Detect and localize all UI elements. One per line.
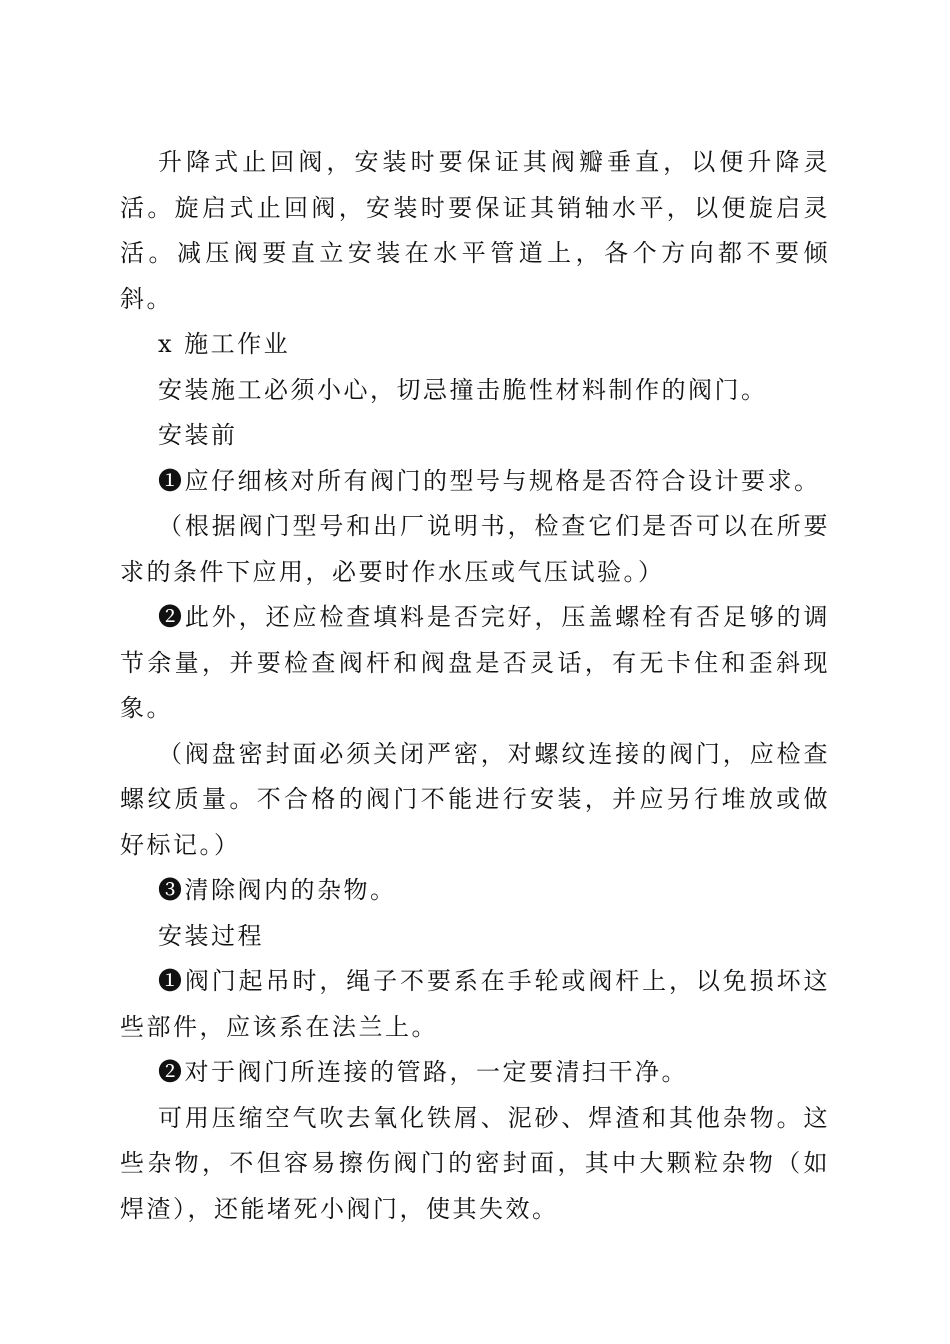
paragraph-compressed-air-cleaning: 可用压缩空气吹去氧化铁屑、泥砂、焊渣和其他杂物。这些杂物，不但容易擦伤阀门的密封面，其中大颗粒杂物（如焊渣），还能堵死小阀门，使其失效。 xyxy=(120,1103,830,1223)
list-item-clean-pipeline: ❷对于阀门所连接的管路，一定要清扫干净。 xyxy=(158,1058,688,1086)
paragraph-check-note-1: （根据阀门型号和出厂说明书，检查它们是否可以在所要求的条件下应用，必要时作水压或气压试验。） xyxy=(120,512,830,586)
list-item-check-model-spec: ❶应仔细核对所有阀门的型号与规格是否符合设计要求。 xyxy=(158,466,821,495)
section-heading-construction-work: x 施工作业 xyxy=(158,330,291,358)
list-item-clear-debris: ❸清除阀内的杂物。 xyxy=(158,876,397,904)
section-heading-before-installation: 安装前 xyxy=(158,421,238,449)
paragraph-check-note-2: （阀盘密封面必须关闭严密，对螺纹连接的阀门，应检查螺纹质量。不合格的阀门不能进行安装，并应另行堆放或做好标记。） xyxy=(120,739,830,859)
paragraph-careful-installation: 安装施工必须小心，切忌撞击脆性材料制作的阀门。 xyxy=(158,375,768,404)
section-heading-installation-process: 安装过程 xyxy=(158,921,264,950)
document-body xyxy=(120,140,830,1232)
list-item-lifting-valve: ❶阀门起吊时，绳子不要系在手轮或阀杆上，以免损坏这些部件，应该系在法兰上。 xyxy=(120,967,830,1041)
paragraph-check-valve-installation: 升降式止回阀，安装时要保证其阀瓣垂直，以便升降灵活。旋启式止回阀，安装时要保证其销轴水平，以便旋启灵活。减压阀要直立安装在水平管道上，各个方向都不要倾斜。 xyxy=(120,148,830,313)
list-item-check-packing: ❷此外，还应检查填料是否完好，压盖螺栓有否足够的调节余量，并要检查阀杆和阀盘是否灵话，有无卡住和歪斜现象。 xyxy=(120,603,830,722)
